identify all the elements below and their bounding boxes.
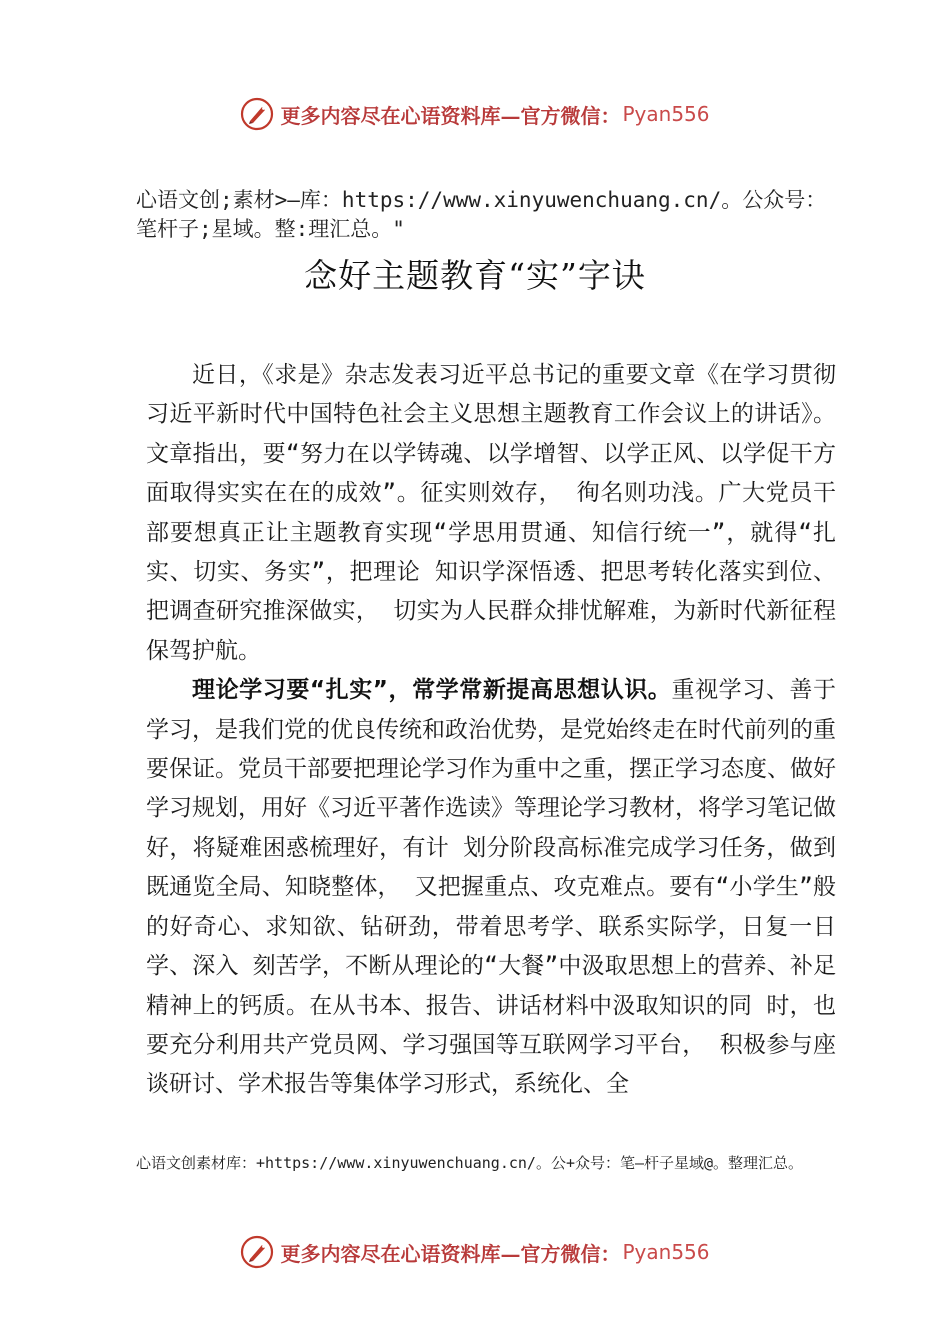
- banner-wechat-handle: Pyan556: [622, 1240, 710, 1264]
- paragraph-intro: 近日，《求是》杂志发表习近平总书记的重要文章《在学习贯彻习近平新时代中国特色社会主义思想主题教育工作会议上的讲话》。文章指出，要“努力在以学铸魂、以学增智、以学正风、以学促干方面取得实实在在的成效”。征实则效存， 徇名则功浅。广大党员干部要想真正让主题教育实现“学思用贯通、知信行统一”，就得“扎实、切实、务实”，把理论 知识学深悟透、把思考转化落实到位、把调查研究推深做实， 切实为人民群众排忧解难，为新时代新征程保驾护航。: [146, 362, 836, 664]
- paragraph-lead-heading: 理论学习要“扎实”，常学常新提高思想认识。: [192, 677, 672, 704]
- bottom-banner: [0, 1232, 950, 1272]
- top-banner: [0, 94, 950, 134]
- footer-source-note: 心语文创素材库：+https://www.xinyuwenchuang.cn/。公+众号：笔—杆子星域@。整理汇总。: [136, 1154, 804, 1172]
- article-body: [146, 356, 836, 1105]
- banner-text: 更多内容尽在心语资料库—官方微信：: [280, 1241, 621, 1266]
- banner-text: 更多内容尽在心语资料库—官方微信：: [280, 103, 621, 128]
- article-title: 念好主题教育“实”字诀: [304, 256, 646, 295]
- pen-nib-seal-icon: [240, 1235, 274, 1269]
- pen-nib-seal-icon: [240, 97, 274, 131]
- paragraph-theory-study: [146, 671, 836, 1104]
- header-source-note: 心语文创;素材>—库：https://www.xinyuwenchuang.cn/。公众号：笔杆子;星域。整:理汇总。": [136, 188, 827, 241]
- banner-wechat-handle: Pyan556: [622, 102, 710, 126]
- paragraph-text: 重视学习、善于学习，是我们党的优良传统和政治优势，是党始终走在时代前列的重要保证。党员干部要把理论学习作为重中之重，摆正学习态度、做好学习规划，用好《习近平著作选读》等理论学习教材，将学习笔记做好，将疑难困惑梳理好，有计 划分阶段高标准完成学习任务，做到既通览全局、知晓整体， 又把握重点、攻克难点。要有“小学生”般的好奇心、求知欲、钻研劲，带着思考学、联系实际学，日复一日学、深入 刻苦学，不断从理论的“大餐”中汲取思想上的营养、补足 精神上的钙质。在从书本、报告、讲话材料中汲取知识的同 时，也要充分利用共产党员网、学习强国等互联网学习平台， 积极参与座谈研讨、学术报告等集体学习形式，系统化、全: [146, 677, 837, 1098]
